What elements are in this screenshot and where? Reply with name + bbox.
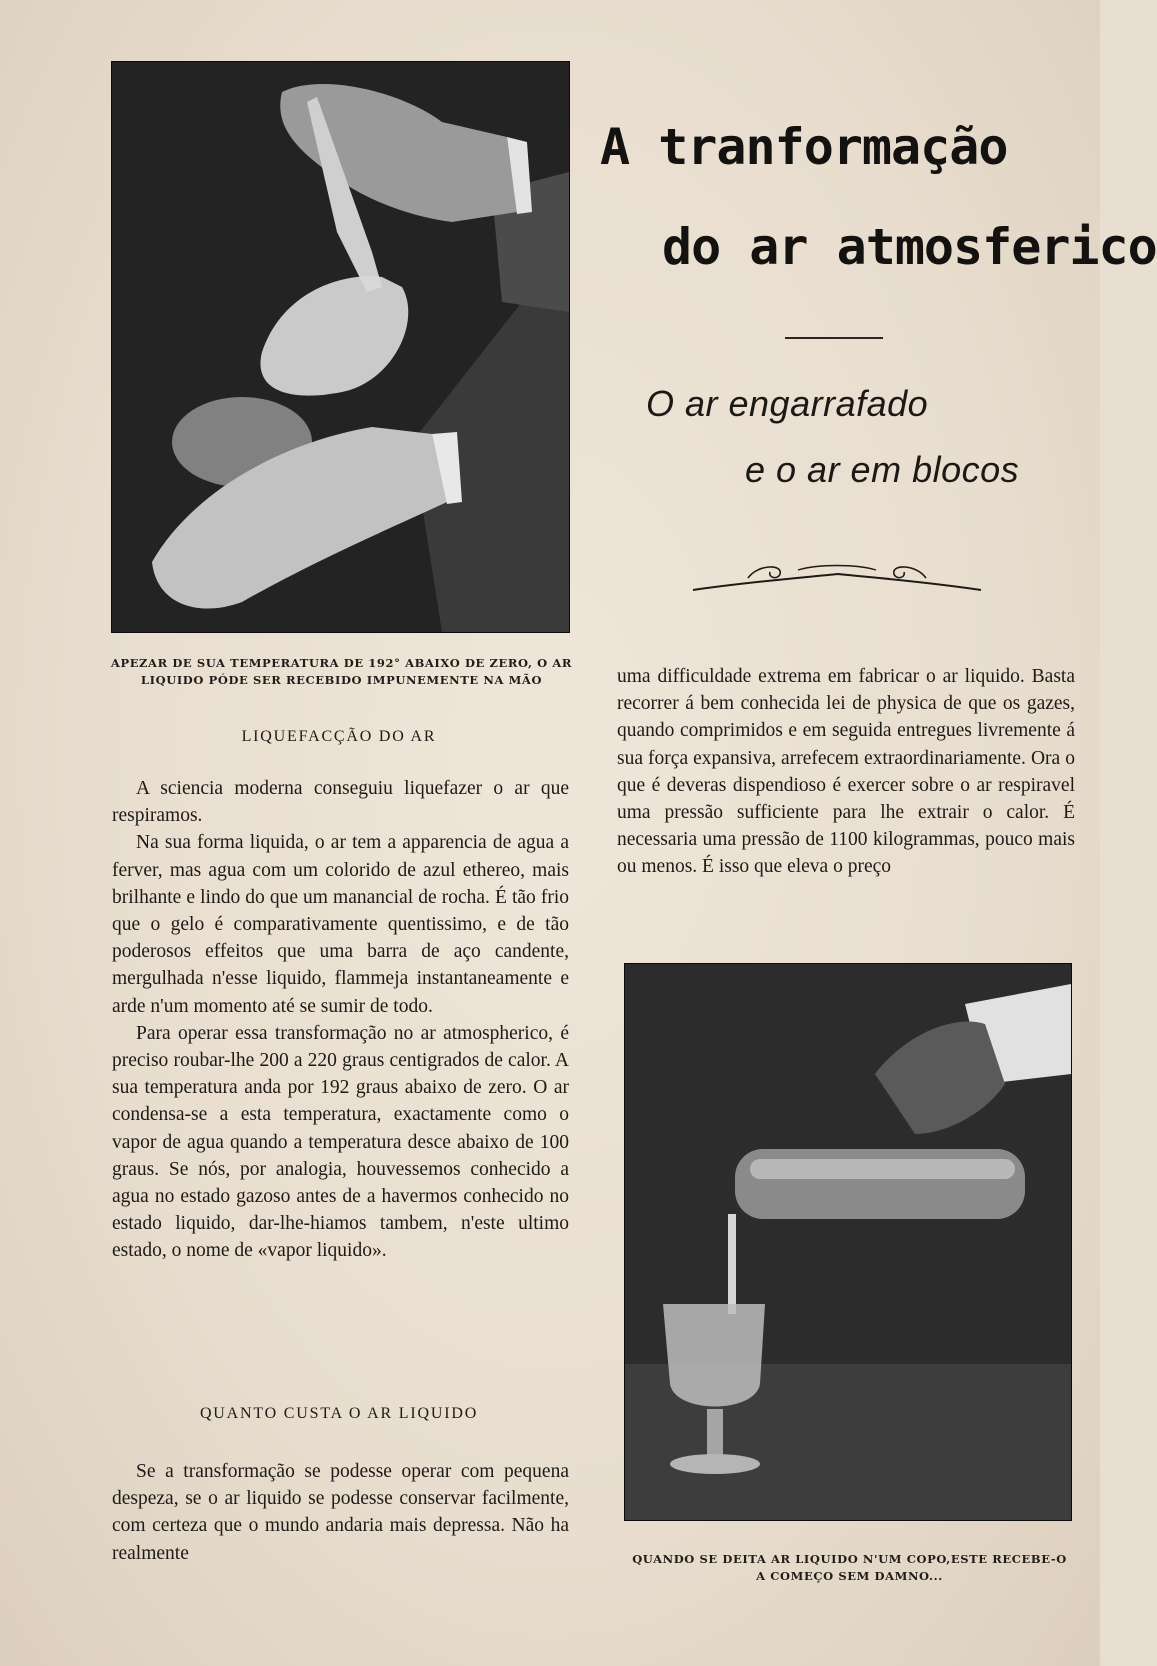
photo2-caption bbox=[612, 1551, 1087, 1584]
subtitle-line1: O ar engarrafado bbox=[646, 383, 929, 424]
article-title-line2: do ar atmosferico bbox=[662, 218, 1157, 276]
ornament-flourish bbox=[688, 556, 986, 596]
left-column-section2 bbox=[112, 1458, 569, 1567]
section-heading-liquefaccao: LIQUEFACÇÃO DO AR bbox=[241, 728, 437, 745]
subtitle-line2: e o ar em blocos bbox=[745, 449, 1020, 490]
right-column-text bbox=[617, 663, 1075, 881]
paragraph: Para operar essa transformação no ar atmospherico, é preciso roubar-lhe 200 a 220 graus centigrados de calor. A sua temperatura anda por 192 graus abaixo de zero. O ar condensa-se a esta temperatura, exactamente como o vapor de agua quando a temperatura desce abaixo de 100 graus. Se nós, por analogia, houvessemos conhecido a agua no estado gazoso antes de a havermos conhecido no estado liquido, dar-lhe-hiamos tambem, n'este ultimo estado, o nome de «vapor liquido». bbox=[112, 1022, 569, 1262]
paragraph: uma difficuldade extrema em fabricar o ar liquido. Basta recorrer á bem conhecida lei de physica de que os gazes, quando comprimidos e em seguida entregues livremente á sua força expansiva, arrefecem extraordinariamente. Ora o que é deveras dispendioso é exercer sobre o ar respiravel uma pressão sufficiente para lhe extrair o calor. É necessaria uma pressão de 1100 kilogrammas, pouco mais ou menos. É isso que eleva o preço bbox=[617, 666, 1075, 878]
photo1-caption-line: APEZAR DE SUA TEMPERATURA DE 192° ABAIXO DE ZERO, O AR bbox=[110, 656, 573, 670]
photo1-caption bbox=[104, 655, 579, 688]
photo-pouring-liquid-air bbox=[624, 963, 1072, 1521]
title-divider bbox=[785, 337, 883, 339]
paragraph: Na sua forma liquida, o ar tem a apparencia de agua a ferver, mas agua com um colorido de azul ethereo, mais brilhante e lindo do que um manancial de rocha. É tão frio que o gelo é comparativamente quentissimo, e de tão poderosos effeitos que uma barra de aço candente, mergulhada n'esse liquido, flammeja instantaneamente e arde n'um momento até se sumir de todo. bbox=[112, 832, 569, 1017]
photo2-caption-line: A COMEÇO SEM DAMNO... bbox=[756, 1568, 943, 1583]
article-title-line1: A tranformação bbox=[600, 118, 1008, 176]
section-heading-custo: QUANTO CUSTA O AR LIQUIDO bbox=[199, 1405, 479, 1422]
photo-liquid-air-on-hand bbox=[111, 61, 570, 633]
left-column-section1 bbox=[112, 775, 569, 1265]
paragraph: A sciencia moderna conseguiu liquefazer o ar que respiramos. bbox=[112, 778, 569, 827]
photo1-caption-line: LIQUIDO PÓDE SER RECEBIDO IMPUNEMENTE NA MÃO bbox=[140, 672, 543, 687]
paragraph: Se a transformação se podesse operar com pequena despeza, se o ar liquido se podesse conservar facilmente, com certeza que o mundo andaria mais depressa. Não ha realmente bbox=[112, 1461, 569, 1564]
photo2-caption-line: QUANDO SE DEITA AR LIQUIDO N'UM COPO,ESTE RECEBE-O bbox=[632, 1552, 1067, 1566]
